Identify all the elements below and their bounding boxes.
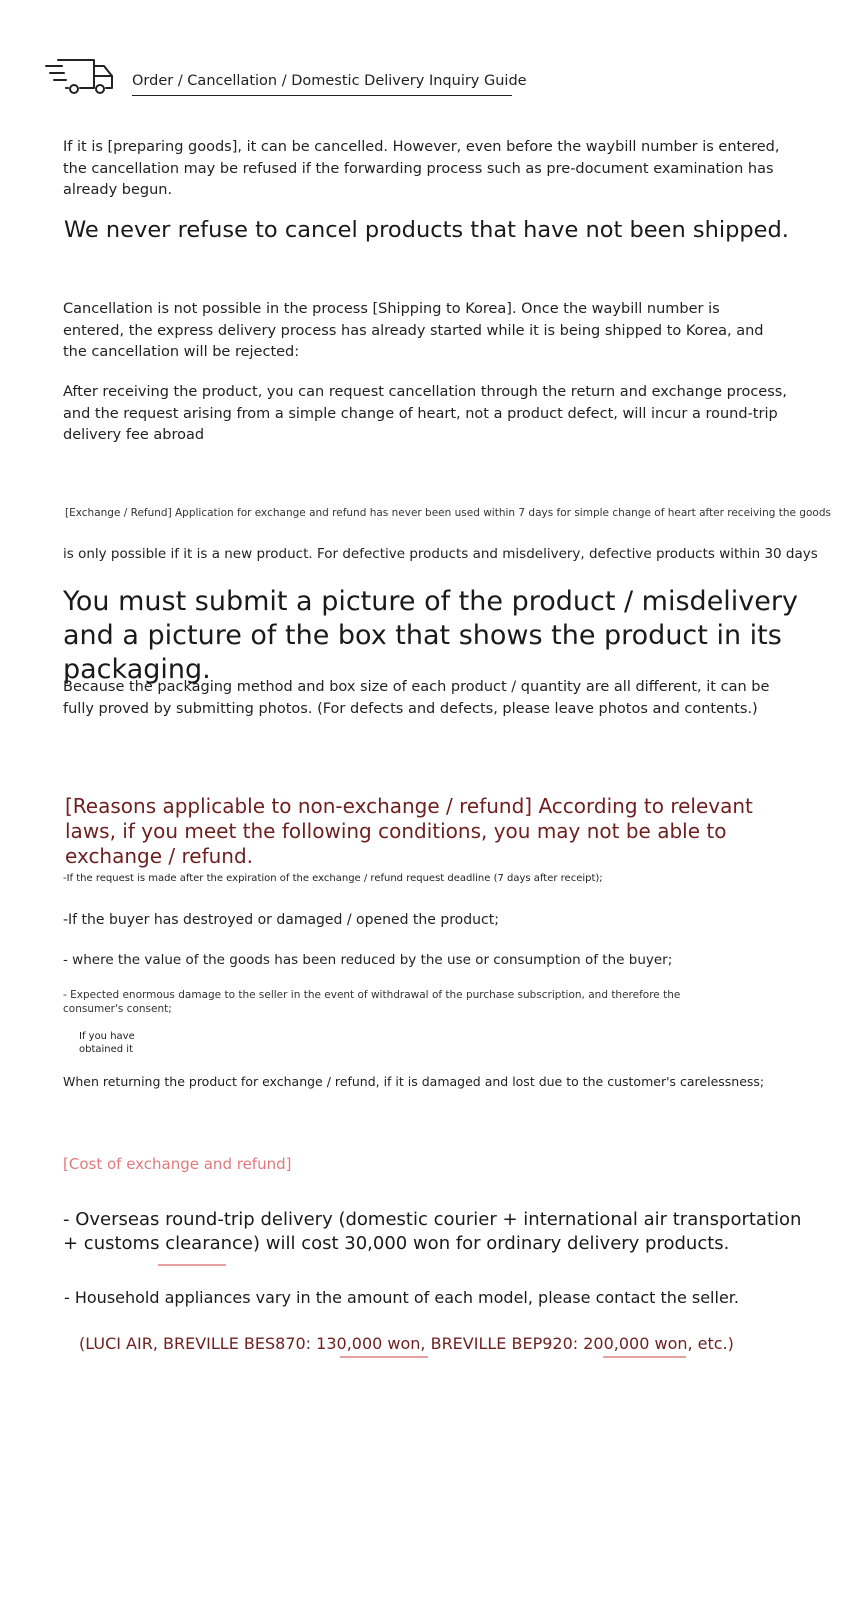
never-refuse-text: We never refuse to cancel products that have not been shipped. <box>64 217 789 243</box>
appliances-cost-text: - Household appliances vary in the amount of each model, please contact the seller. <box>64 1288 739 1307</box>
preparing-goods-text: If it is [preparing goods], it can be cancelled. However, even before the waybill number is entered, the cancellation may be refused if the forwarding process such as pre-document examination has already begun. <box>63 139 780 198</box>
non-exchange-item: - where the value of the goods has been reduced by the use or consumption of the buyer; <box>63 952 673 968</box>
exchange-refund-heading: [Exchange / Refund] Application for exchange and refund has never been used within 7 days for simple change of heart after receiving the goods <box>65 507 831 519</box>
non-exchange-heading: [Reasons applicable to non-exchange / refund] According to relevant laws, if you meet the following conditions, you may not be able to exchange / refund. <box>65 794 753 868</box>
delivery-truck-icon <box>44 56 116 96</box>
non-exchange-item: -If the request is made after the expiration of the exchange / refund request deadline (7 days after receipt); <box>63 873 603 884</box>
packaging-note-text: Because the packaging method and box size of each product / quantity are all different, it can be fully proved by submitting photos. (For defects and defects, please leave photos and contents.) <box>63 679 770 717</box>
page-header <box>44 56 527 100</box>
exchange-condition-text: is only possible if it is a new product. For defective products and misdelivery, defective products within 30 days <box>63 546 818 562</box>
page-title: Order / Cancellation / Domestic Delivery Inquiry Guide <box>132 73 512 96</box>
non-exchange-item: - Expected enormous damage to the seller in the event of withdrawal of the purchase subscription, and therefore the consumer's consent; <box>63 989 681 1015</box>
shipping-to-korea-text: Cancellation is not possible in the process [Shipping to Korea]. Once the waybill number is entered, the express delivery process has already started while it is being shipped to Korea, and the cancellation will be rejected: <box>63 301 764 360</box>
submit-picture-text: You must submit a picture of the product / misdelivery and a picture of the box that shows the product in its packaging. <box>63 586 798 685</box>
cost-heading: [Cost of exchange and refund] <box>63 1155 292 1173</box>
after-receiving-text: After receiving the product, you can request cancellation through the return and exchange process, and the request arising from a simple change of heart, not a product defect, will incur a round-trip delivery fee abroad <box>63 384 787 443</box>
overseas-delivery-cost-text: - Overseas round-trip delivery (domestic courier + international air transportation + customs clearance) will cost 30,000 won for ordinary delivery products. <box>63 1209 802 1254</box>
obtained-note: If you have obtained it <box>79 1031 135 1055</box>
underline-accent <box>603 1356 686 1358</box>
returning-damaged-text: When returning the product for exchange / refund, if it is damaged and lost due to the customer's carelessness; <box>63 1074 765 1089</box>
non-exchange-item: -If the buyer has destroyed or damaged / opened the product; <box>63 912 499 928</box>
underline-accent <box>340 1356 428 1358</box>
underline-accent <box>158 1264 226 1266</box>
appliance-price-examples: (LUCI AIR, BREVILLE BES870: 130,000 won, BREVILLE BEP920: 200,000 won, etc.) <box>79 1334 734 1353</box>
